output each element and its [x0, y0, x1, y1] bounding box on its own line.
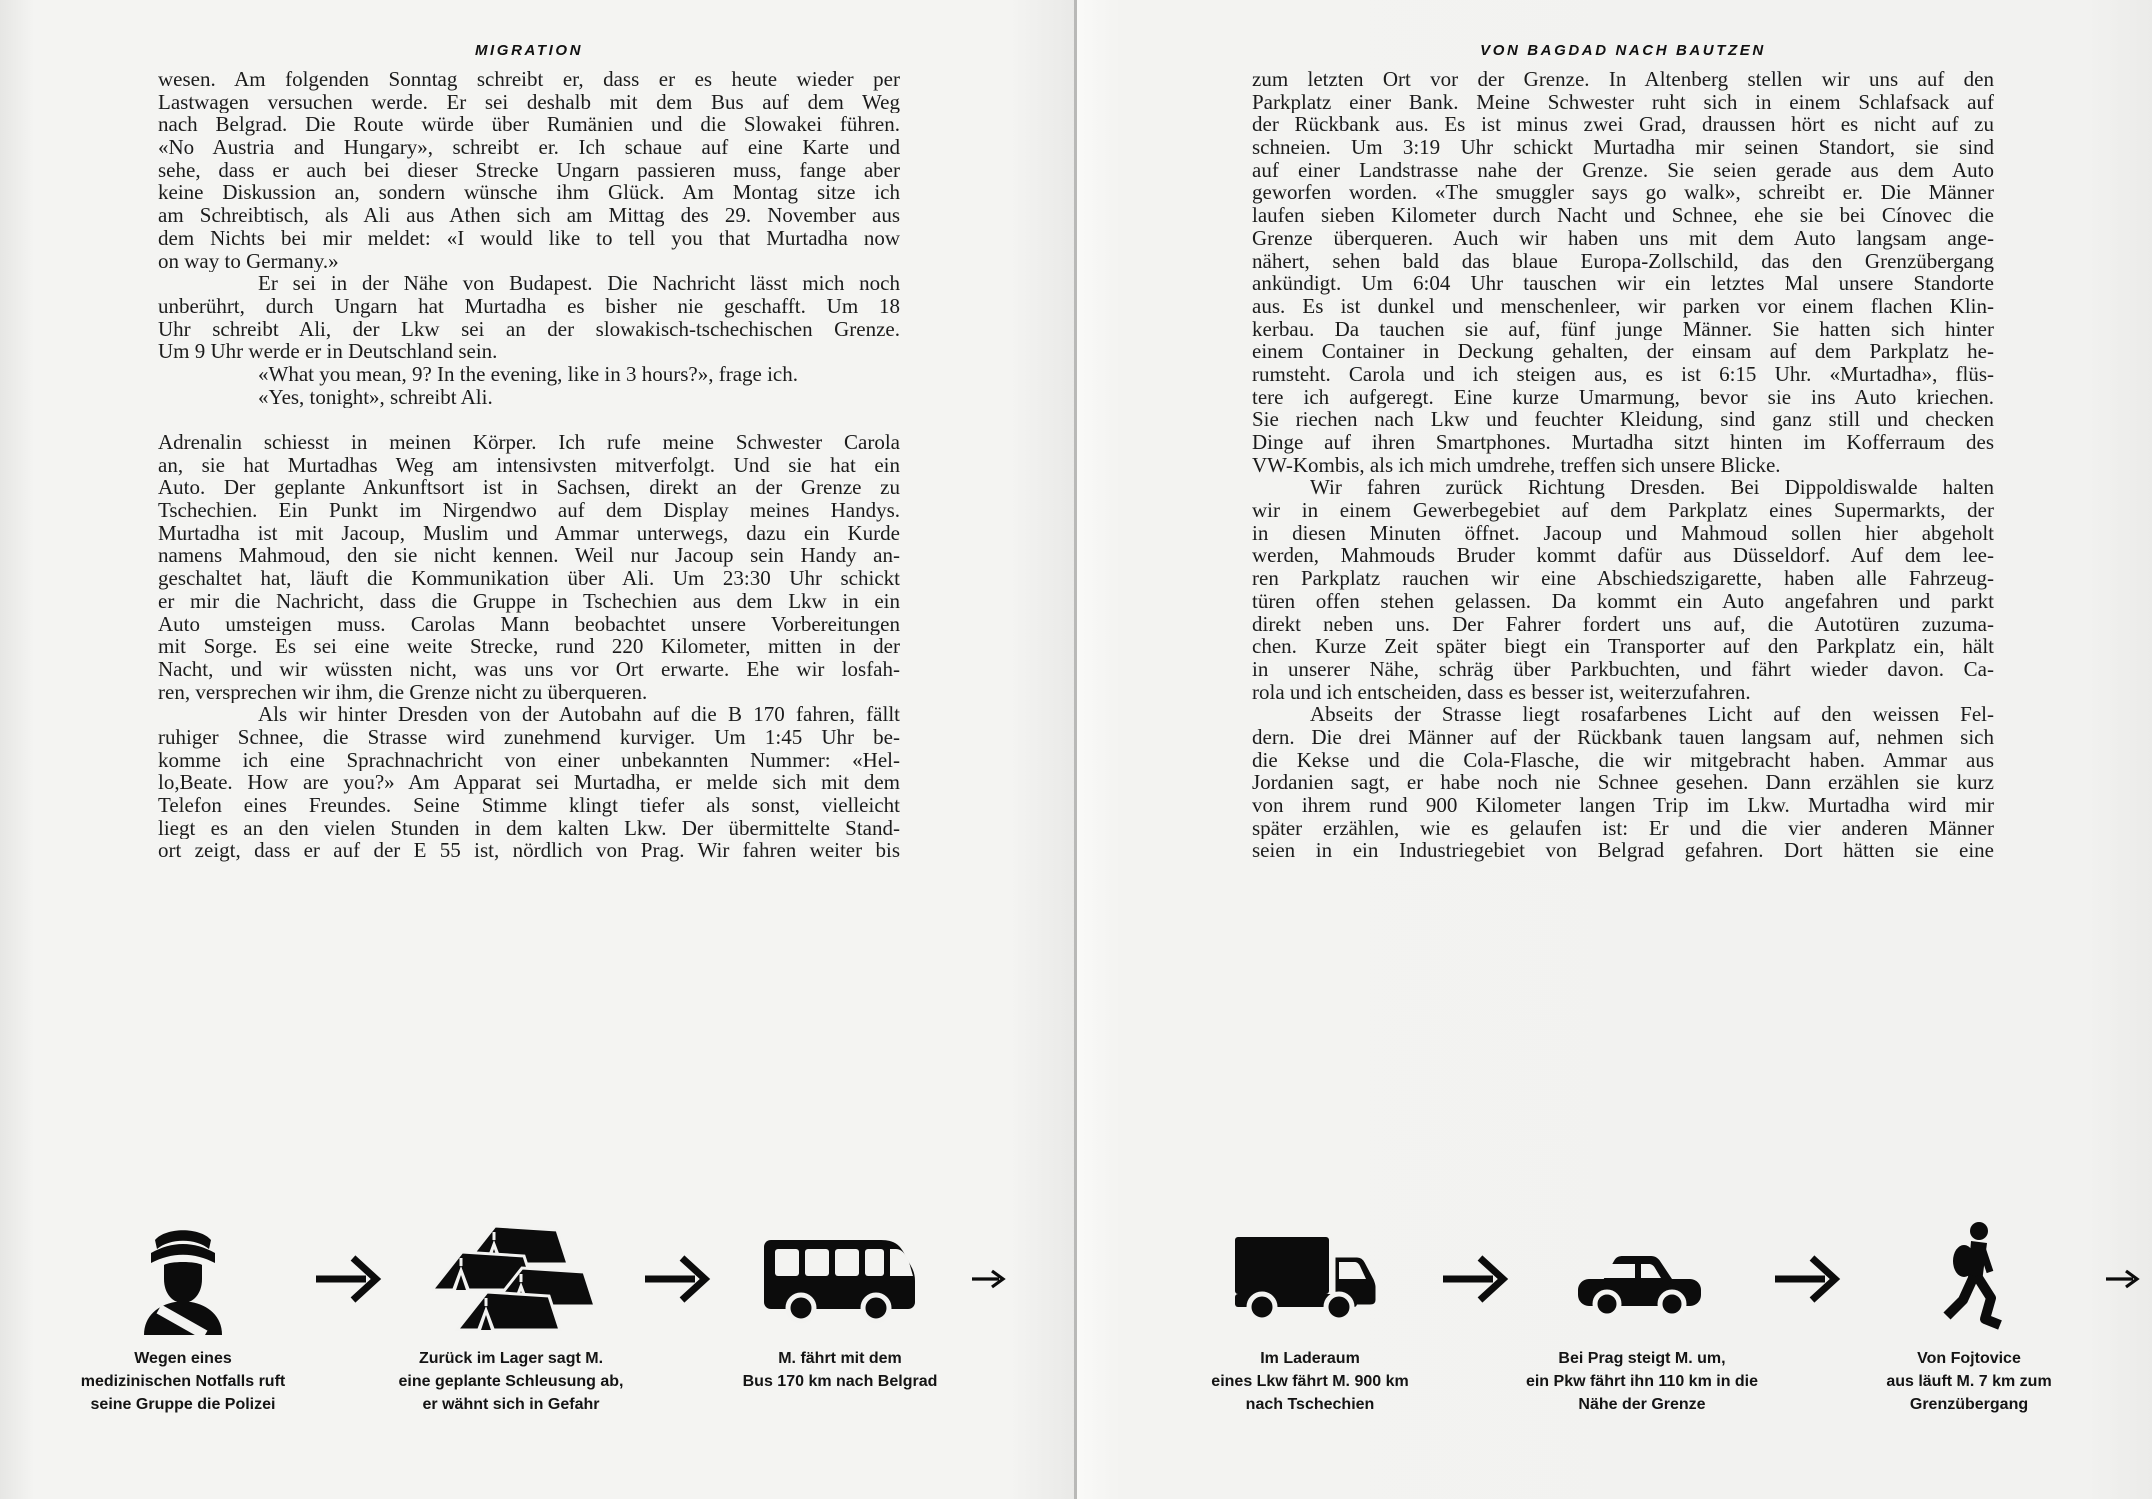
caption-line: eine geplante Schleusung ab,	[398, 1373, 624, 1390]
text-line: Uhr schreibt Ali, der Lkw sei an der slowakisch-tschechischen Grenze.	[158, 317, 900, 341]
text-line: in unserer Nähe, schräg über Parkbuchten, und fährt wieder davon. Ca-	[1252, 657, 1994, 681]
text-line: dern. Die drei Männer auf der Rückbank tauen langsam auf, nehmen sich	[1252, 725, 1994, 749]
caption-police	[0, 1347, 373, 1416]
tents-icon	[432, 1224, 597, 1332]
text-line: dem Nichts bei mir meldet: «I would like to tell you that Murtadha now	[158, 226, 900, 250]
text-line: Nacht, und wir wüssten nicht, was uns vor Ort erwarte. Ehe wir losfah-	[158, 657, 900, 681]
text-line: der Rückbank aus. Es ist minus zwei Grad, draussen hört es nicht auf zu	[1252, 113, 1994, 137]
text-line: Auto umsteigen muss. Carolas Mann beobachtet unsere Vorbereitungen	[158, 612, 900, 636]
text-line: Abseits der Strasse liegt rosafarbenes Licht auf den weissen Fel-	[1310, 703, 1994, 726]
text-line: Um 9 Uhr werde er in Deutschland sein.	[158, 340, 498, 363]
text-line: geworfen worden. «The smuggler says go walk», schreibt er. Die Männer	[1252, 181, 1994, 205]
arrow-icon	[1441, 1252, 1509, 1306]
text-line: Murtadha ist mit Jacoup, Muslim und Ammar unterwegs, dazu ein Kurde	[158, 521, 900, 545]
arrow-icon	[643, 1252, 711, 1306]
police-officer-icon	[135, 1222, 231, 1335]
text-line: nach Belgrad. Die Route würde über Rumänien und die Slowakei führen.	[158, 113, 900, 137]
text-line: Grenze überqueren. Auch wir haben uns mit dem Auto langsam ange-	[1252, 226, 1994, 250]
text-line: Er sei in der Nähe von Budapest. Die Nachricht lässt mich noch	[258, 272, 900, 295]
text-line: an, sie hat Murtadhas Weg am intensivsten mitverfolgt. Und sie hat ein	[158, 453, 900, 477]
text-line: schneien. Um 3:19 Uhr schickt Murtadha mir seinen Standort, sie sind	[1252, 136, 1994, 159]
text-line: Jordanien sagt, er habe noch nie Schnee gesehen. Dann erzählen sie kurz	[1252, 771, 1994, 794]
text-line: wesen. Am folgenden Sonntag schreibt er, dass er es heute wieder per	[158, 68, 900, 91]
text-line: Als wir hinter Dresden von der Autobahn auf die B 170 fahren, fällt	[258, 703, 900, 726]
caption-line: ein Pkw fährt ihn 110 km in die	[1525, 1373, 1759, 1390]
caption-line: eines Lkw fährt M. 900 km	[1211, 1373, 1409, 1390]
caption-line: er wähnt sich in Gefahr	[422, 1396, 600, 1413]
text-line: rola und ich entscheiden, dass es besser ist, weiterzufahren.	[1252, 680, 1751, 704]
text-line: komme ich eine Sprachnachricht von einer unbekannten Nummer: «Hel-	[158, 748, 900, 772]
text-line: Adrenalin schiesst in meinen Körper. Ich rufe meine Schwester Carola	[158, 431, 900, 454]
text-line: ren Parkplatz rauchen wir eine Abschiedszigarette, haben alle Fahrzeug-	[1252, 567, 1994, 590]
text-line: türen offen stehen gelassen. Da kommt ein Auto angefahren und parkt	[1252, 589, 1994, 613]
caption-line: nach Tschechien	[1245, 1396, 1375, 1413]
caption-line: Bus 170 km nach Belgrad	[742, 1373, 938, 1390]
text-line: «What you mean, 9? In the evening, like in 3 hours?», frage ich.	[258, 362, 798, 386]
caption-bus	[650, 1347, 1030, 1393]
continue-arrow-icon	[971, 1266, 1007, 1292]
text-line: «No Austria and Hungary», schreibt er. Ich schaue auf eine Karte und	[158, 136, 900, 159]
text-line: einem Container in Deckung gehalten, der einsam auf dem Parkplatz he-	[1252, 340, 1994, 363]
caption-line: aus läuft M. 7 km zum	[1886, 1373, 2052, 1390]
text-line: wir in einem Gewerbegebiet auf dem Parkplatz eines Supermarkts, der	[1252, 499, 1994, 522]
text-line: on way to Germany.»	[158, 249, 339, 273]
text-line: mit Sorge. Es sei eine weite Strecke, rund 220 Kilometer, mitten in der	[158, 635, 900, 658]
text-line: Wir fahren zurück Richtung Dresden. Bei Dippoldiswalde halten	[1310, 476, 1994, 500]
page-gutter	[1074, 0, 1077, 1499]
truck-icon	[1234, 1236, 1384, 1322]
text-line: chen. Kurze Zeit später biegt ein Transporter auf den Parkplatz ein, hält	[1252, 635, 1994, 658]
text-line: am Schreibtisch, als Ali aus Athen sich am Mittag des 29. November aus	[158, 204, 900, 227]
text-line: Dinge auf ihren Smartphones. Murtadha sitzt hinten im Kofferraum des	[1252, 431, 1994, 454]
text-line: Lastwagen versuchen werde. Er sei deshalb mit dem Bus auf dem Weg	[158, 90, 900, 114]
text-line: Auto. Der geplante Ankunftsort ist in Sachsen, direkt an der Grenze zu	[158, 476, 900, 500]
text-line: liegt es an den vielen Stunden in dem kalten Lkw. Der übermittelte Stand-	[158, 816, 900, 840]
text-line: von ihrem rund 900 Kilometer langen Trip im Lkw. Murtadha wird mir	[1252, 794, 1994, 817]
page-right	[1076, 0, 2152, 1499]
paragraph-spacer	[158, 408, 900, 431]
running-header-left: MIGRATION	[474, 42, 584, 59]
caption-line: Von Fojtovice	[1917, 1350, 2021, 1367]
text-line: er mir die Nachricht, dass die Gruppe in Tschechien aus dem Lkw in ein	[158, 589, 900, 613]
text-line: ren, versprechen wir ihm, die Grenze nicht zu überqueren.	[158, 680, 648, 704]
caption-line: Grenzübergang	[1909, 1396, 2029, 1413]
text-line: geschaltet hat, läuft die Kommunikation über Ali. Um 23:30 Uhr schickt	[158, 567, 900, 590]
caption-tents	[321, 1347, 701, 1416]
walking-person-icon	[1942, 1220, 2004, 1336]
text-line: sehe, dass er auch bei dieser Strecke Ungarn passieren muss, fange aber	[158, 158, 900, 182]
caption-line: Im Laderaum	[1260, 1350, 1360, 1367]
arrow-icon	[314, 1252, 382, 1306]
text-line: ort zeigt, dass er auf der E 55 ist, nördlich von Prag. Wir fahren weiter bis	[158, 839, 900, 863]
text-line: kerbau. Da tauchen sie auf, fünf junge Männer. Sie hatten sich hinter	[1252, 317, 1994, 341]
text-line: VW-Kombis, als ich mich umdrehe, treffen sich unsere Blicke.	[1252, 453, 1781, 477]
caption-line: M. fährt mit dem	[778, 1350, 902, 1367]
text-line: in diesen Minuten öffnet. Jacoup und Mahmoud sollen hier abgeholt	[1252, 521, 1994, 545]
text-line: Telefon eines Freundes. Seine Stimme klingt tiefer als sonst, vielleicht	[158, 794, 900, 817]
text-line: laufen sieben Kilometer durch Nacht und Schnee, ehe sie bei Cínovec die	[1252, 204, 1994, 227]
text-line: die Kekse und die Cola-Flasche, die wir mitgebracht haben. Ammar aus	[1252, 748, 1994, 772]
car-icon	[1577, 1252, 1702, 1322]
text-line: aus. Es ist dunkel und menschenleer, wir parken vor einem flachen Klin-	[1252, 294, 1994, 318]
caption-line: seine Gruppe die Polizei	[90, 1396, 276, 1413]
text-line: «Yes, tonight», schreibt Ali.	[258, 385, 493, 409]
text-line: später erzählen, wie es gelaufen ist: Er und die vier anderen Männer	[1252, 816, 1994, 840]
text-line: nähert, sehen bald das blaue Europa-Zollschild, das den Grenzübergang	[1252, 249, 1994, 273]
text-line: direkt neben uns. Der Fahrer fordert uns auf, die Autotüren zuzuma-	[1252, 612, 1994, 636]
caption-walker	[1779, 1347, 2152, 1416]
text-line: auf einer Landstrasse nahe der Grenze. Sie seien gerade aus dem Auto	[1252, 158, 1994, 182]
caption-line: medizinischen Notfalls ruft	[80, 1373, 286, 1390]
caption-truck	[1120, 1347, 1500, 1416]
text-line: Tschechien. Ein Punkt im Nirgendwo auf dem Display meines Handys.	[158, 499, 900, 522]
text-line: tere ich aufgeregt. Eine kurze Umarmung, bevor sie ins Auto kriechen.	[1252, 385, 1994, 409]
text-line: ruhiger Schnee, die Strasse wird zunehmend kurviger. Um 1:45 Uhr be-	[158, 725, 900, 749]
text-line: Sie riechen nach Lkw und feuchter Kleidung, sind ganz still und checken	[1252, 408, 1994, 431]
running-header-right: VON BAGDAD NACH BAUTZEN	[1480, 42, 1766, 59]
caption-line: Zurück im Lager sagt M.	[418, 1350, 604, 1367]
continue-arrow-icon	[2105, 1266, 2141, 1292]
caption-car	[1452, 1347, 1832, 1416]
bus-icon	[763, 1236, 916, 1324]
text-line: namens Mahmoud, den sie nicht kennen. Weil nur Jacoup sein Handy an-	[158, 544, 900, 568]
text-line: ankündigt. Um 6:04 Uhr tauschen wir ein letztes Mal unsere Standorte	[1252, 272, 1994, 295]
text-line: werden, Mahmouds Bruder kommt dafür aus Düsseldorf. Auf dem lee-	[1252, 544, 1994, 568]
text-line: unberührt, durch Ungarn hat Murtadha es bisher nie geschafft. Um 18	[158, 294, 900, 318]
caption-line: Nähe der Grenze	[1578, 1396, 1706, 1413]
text-line: rumsteht. Carola und ich steigen aus, es ist 6:15 Uhr. «Murtadha», flüs-	[1252, 362, 1994, 386]
text-line: seien in ein Industriegebiet von Belgrad gefahren. Dort hätten sie eine	[1252, 839, 1994, 863]
body-text-left	[158, 68, 900, 862]
text-line: Parkplatz einer Bank. Meine Schwester ruht sich in einem Schlafsack auf	[1252, 90, 1994, 114]
text-line: zum letzten Ort vor der Grenze. In Altenberg stellen wir uns auf den	[1252, 68, 1994, 91]
caption-line: Bei Prag steigt M. um,	[1558, 1350, 1726, 1367]
body-text-right	[1252, 68, 1994, 862]
arrow-icon	[1773, 1252, 1841, 1306]
text-line: keine Diskussion an, sondern wünsche ihm Glück. Am Montag sitze ich	[158, 181, 900, 205]
text-line: lo,Beate. How are you?» Am Apparat sei Murtadha, er melde sich mit dem	[158, 771, 900, 794]
caption-line: Wegen eines	[134, 1350, 232, 1367]
